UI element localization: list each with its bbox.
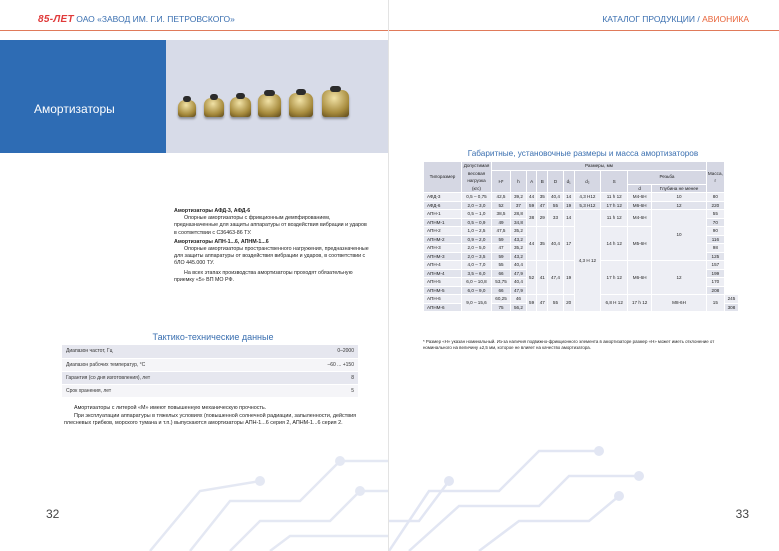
table-cell: 35,2: [511, 227, 527, 236]
table-cell: 33: [548, 210, 564, 227]
table-cell: 39,2: [511, 193, 527, 202]
table-cell: 11 h 12: [601, 193, 628, 202]
type-cell: АПН-2: [424, 227, 462, 236]
shock-absorber-image: [289, 93, 313, 117]
table-cell: 208: [706, 286, 724, 295]
type-cell: АПН-4: [424, 261, 462, 270]
table-cell: 14: [563, 210, 574, 227]
product-description: [174, 206, 370, 284]
page-number: 33: [735, 507, 749, 521]
table-cell: 40,4: [511, 261, 527, 270]
type-cell: АПН-6: [424, 295, 462, 304]
table-cell: 12: [652, 261, 707, 295]
table-cell: 2,0 – 3,0: [462, 201, 492, 210]
note-text: При эксплуатации аппаратуры в тяжелых условиях (повышенной солнечной радиации, запыленности, действия плесневых грибков, морского тумана и т.п.) выпускаются амортизаторы АПН-1...6 серия 2, АПНМ-1...6 серия 2.: [64, 412, 356, 427]
spec-value: 5: [288, 384, 358, 397]
table-cell: 29: [537, 210, 548, 227]
type-cell: АПНМ-3: [424, 252, 462, 261]
type-cell: АПНМ-2: [424, 235, 462, 244]
type-cell: АПНМ-6: [424, 303, 462, 312]
table-cell: 43,2: [511, 252, 527, 261]
table-cell: 12: [652, 201, 707, 210]
col-b: B: [537, 170, 548, 193]
col-h-star: H*: [492, 170, 511, 193]
anniversary-mark: 85-ЛЕТ: [38, 14, 74, 25]
header-rule: [389, 30, 779, 31]
table-cell: 40,4: [548, 227, 564, 261]
section-title: Амортизаторы: [34, 102, 115, 116]
spec-label: Срок хранения, лет: [62, 384, 288, 397]
product-text: Опорные амортизаторы пространственного нагружения, предназначенные для защиты аппаратуры от воздействия вибрации и ударов, в соответствии с бЛО 445.000 ТУ.: [174, 246, 369, 267]
table-cell: 40,4: [548, 193, 564, 202]
table-cell: 0,5 – 1,0: [462, 210, 492, 219]
product-photo: [166, 40, 389, 153]
table-cell: 170: [706, 278, 724, 287]
table-cell: 56,2: [511, 303, 527, 312]
table-cell: 4,3 H12: [574, 193, 601, 202]
left-page: [0, 0, 389, 551]
table-cell: 14: [563, 193, 574, 202]
table-cell: 3,5 – 6,0: [462, 269, 492, 278]
shock-absorber-image: [204, 98, 224, 117]
dimensions-title: Габаритные, установочные размеры и масса амортизаторов: [467, 149, 699, 158]
table-cell: M4-6H: [628, 210, 652, 227]
table-cell: 4,3 H 12: [574, 210, 601, 312]
table-cell: 2,0 – 3,5: [462, 252, 492, 261]
table-cell: 59: [492, 235, 511, 244]
table-cell: 245: [724, 295, 738, 304]
table-cell: 10: [652, 193, 707, 202]
table-cell: 60,25: [492, 295, 511, 304]
table-cell: 70: [706, 218, 724, 227]
table-cell: 34,8: [511, 218, 527, 227]
type-cell: АФД-6: [424, 201, 462, 210]
table-row: [424, 193, 739, 202]
table-cell: M6-6H: [628, 261, 652, 295]
table-cell: 59: [492, 252, 511, 261]
table-cell: 47,9: [511, 269, 527, 278]
table-cell: 44: [526, 193, 537, 202]
table-cell: 75: [492, 303, 511, 312]
table-cell: 47,5: [492, 227, 511, 236]
col-thread-d: d: [628, 184, 652, 193]
spec-label: Диапазон частот, Гц: [62, 345, 288, 358]
table-cell: 0,5 – 0,75: [462, 193, 492, 202]
table-cell: 98: [706, 244, 724, 253]
table-cell: 52: [526, 261, 537, 295]
table-cell: M4-6H: [628, 193, 652, 202]
table-cell: 47: [537, 201, 548, 210]
table-cell: 55: [492, 261, 511, 270]
table-cell: 17 h 12: [601, 261, 628, 295]
specs-title: Тактико-технические данные: [152, 332, 274, 342]
right-page: [389, 0, 779, 551]
table-cell: 55: [548, 295, 564, 312]
table-footnote: * Размер «Н» указан номинальный. Из-за наличия подвижно-фрикционного элемента в амортизаторе размер «Н» может иметь отклонение от номинального на величину ±2,5 мм, которое не влияет на качество амортизатора.: [423, 339, 715, 351]
type-cell: АФД-3: [424, 193, 462, 202]
table-cell: 17 h 12: [601, 201, 628, 210]
col-d1: d₁: [563, 170, 574, 193]
table-cell: 4,0 – 7,0: [462, 261, 492, 270]
table-cell: 53,75: [492, 278, 511, 287]
table-cell: M5-6H: [628, 227, 652, 261]
col-dims: Размеры, мм: [492, 162, 707, 171]
table-cell: 19: [563, 261, 574, 295]
shock-absorber-image: [258, 94, 281, 117]
table-cell: 35: [537, 227, 548, 261]
product-text: Опорные амортизаторы с фрикционным демпфированием, предназначенные для защиты аппаратуры от воздействия вибрации и ударов в соответствии с С36463-86 ТУ.: [174, 215, 367, 236]
table-cell: 0,9 – 2,0: [462, 235, 492, 244]
type-cell: АПН-1: [424, 210, 462, 219]
table-cell: 5,3 H12: [574, 201, 601, 210]
table-cell: 20: [563, 295, 574, 312]
table-cell: 46: [511, 295, 527, 304]
table-row: [424, 210, 739, 219]
product-heading: Амортизаторы АПН-1...6, АПНМ-1...6: [174, 238, 269, 245]
table-cell: 40,4: [511, 278, 527, 287]
table-cell: 47,9: [511, 286, 527, 295]
circuit-decoration: [389, 381, 779, 551]
acceptance-text: На всех этапах производства амортизаторы проходят обязательную приемку «5» ВП МО РФ.: [174, 269, 353, 283]
col-d: D: [548, 170, 564, 193]
spec-label: Гарантия (со дня изготовления), лет: [62, 371, 288, 384]
table-cell: 6,8 H 12: [601, 295, 628, 312]
table-cell: M8-6H: [652, 295, 707, 312]
section-label: АВИОНИКА: [702, 14, 749, 24]
col-mass: Масса, г: [706, 162, 724, 193]
table-cell: 44: [526, 227, 537, 261]
type-cell: АПНМ-5: [424, 286, 462, 295]
left-header: [38, 14, 235, 25]
spec-value: –60 ... +150: [288, 358, 358, 371]
table-cell: 10: [652, 210, 707, 261]
table-cell: 220: [706, 201, 724, 210]
table-cell: M6-6H: [628, 201, 652, 210]
table-cell: 308: [724, 303, 738, 312]
table-cell: 49: [492, 218, 511, 227]
circuit-decoration: [0, 381, 389, 551]
table-cell: 43,2: [511, 235, 527, 244]
table-cell: 9,0 – 15,6: [462, 295, 492, 312]
table-cell: 116: [706, 235, 724, 244]
shock-absorber-image: [322, 90, 349, 117]
table-cell: 6,0 – 9,0: [462, 286, 492, 295]
table-cell: 2,0 – 5,0: [462, 244, 492, 253]
shock-absorber-image: [178, 100, 196, 117]
table-cell: 0,5 – 0,9: [462, 218, 492, 227]
page-number: 32: [46, 507, 60, 521]
table-cell: 6,0 – 10,8: [462, 278, 492, 287]
header-row: [424, 162, 739, 171]
shock-absorber-image: [230, 97, 251, 117]
company-name: ОАО «ЗАВОД ИМ. Г.И. ПЕТРОВСКОГО»: [73, 14, 235, 24]
table-cell: 199: [706, 269, 724, 278]
section-banner: [0, 40, 389, 153]
table-cell: 19: [563, 201, 574, 210]
table-cell: 55: [706, 210, 724, 219]
table-cell: 66: [492, 269, 511, 278]
header-rule: [0, 30, 389, 31]
catalog-label: КАТАЛОГ ПРОДУКЦИИ: [602, 14, 695, 24]
table-cell: 37: [511, 201, 527, 210]
table-cell: 15: [706, 295, 724, 312]
col-load: Допустимая весовая нагрузка (кгс): [462, 162, 492, 193]
table-row: [62, 345, 358, 358]
header-separator: /: [694, 14, 703, 24]
table-cell: 66: [492, 286, 511, 295]
col-depth: Глубина не менее: [652, 184, 707, 193]
table-cell: 38,5: [492, 210, 511, 219]
col-h: h: [511, 170, 527, 193]
col-d2: d₂: [574, 170, 601, 193]
table-cell: 38: [526, 210, 537, 227]
table-cell: 59: [526, 201, 537, 210]
table-cell: 59: [526, 295, 537, 312]
table-row: [424, 201, 739, 210]
table-cell: 17 h 12: [628, 295, 652, 312]
table-cell: 52: [492, 201, 511, 210]
table-cell: 80: [706, 193, 724, 202]
table-cell: 28,8: [511, 210, 527, 219]
table-cell: 41: [537, 261, 548, 295]
note-text: Амортизаторы с литерой «М» имеют повышенную механическую прочность.: [74, 405, 267, 411]
col-thread: Резьба: [628, 170, 707, 184]
table-cell: 47: [492, 244, 511, 253]
type-cell: АПН-3: [424, 244, 462, 253]
spec-value: 8: [288, 371, 358, 384]
table-cell: 157: [706, 261, 724, 270]
table-cell: 17: [563, 227, 574, 261]
table-cell: 11 h 12: [601, 210, 628, 227]
spec-value: 0–2000: [288, 345, 358, 358]
type-cell: АПНМ-4: [424, 269, 462, 278]
table-cell: 47,4: [548, 261, 564, 295]
table-cell: 35,2: [511, 244, 527, 253]
table-cell: 125: [706, 252, 724, 261]
table-cell: 14 h 12: [601, 227, 628, 261]
table-cell: 47: [537, 295, 548, 312]
table-cell: 90: [706, 227, 724, 236]
col-a: A: [526, 170, 537, 193]
type-cell: АПН-5: [424, 278, 462, 287]
table-cell: 55: [548, 201, 564, 210]
table-row: [62, 358, 358, 371]
table-cell: 42,5: [492, 193, 511, 202]
spec-label: Диапазон рабочих температур, °С: [62, 358, 288, 371]
type-cell: АПНМ-1: [424, 218, 462, 227]
right-header: [602, 14, 749, 24]
dimensions-table: [423, 161, 739, 312]
col-s: S: [601, 170, 628, 193]
table-cell: 35: [537, 193, 548, 202]
col-type: Типоразмер: [424, 162, 462, 193]
table-cell: 1,0 – 2,5: [462, 227, 492, 236]
product-heading: Амортизаторы АФД-3, АФД-6: [174, 208, 251, 214]
